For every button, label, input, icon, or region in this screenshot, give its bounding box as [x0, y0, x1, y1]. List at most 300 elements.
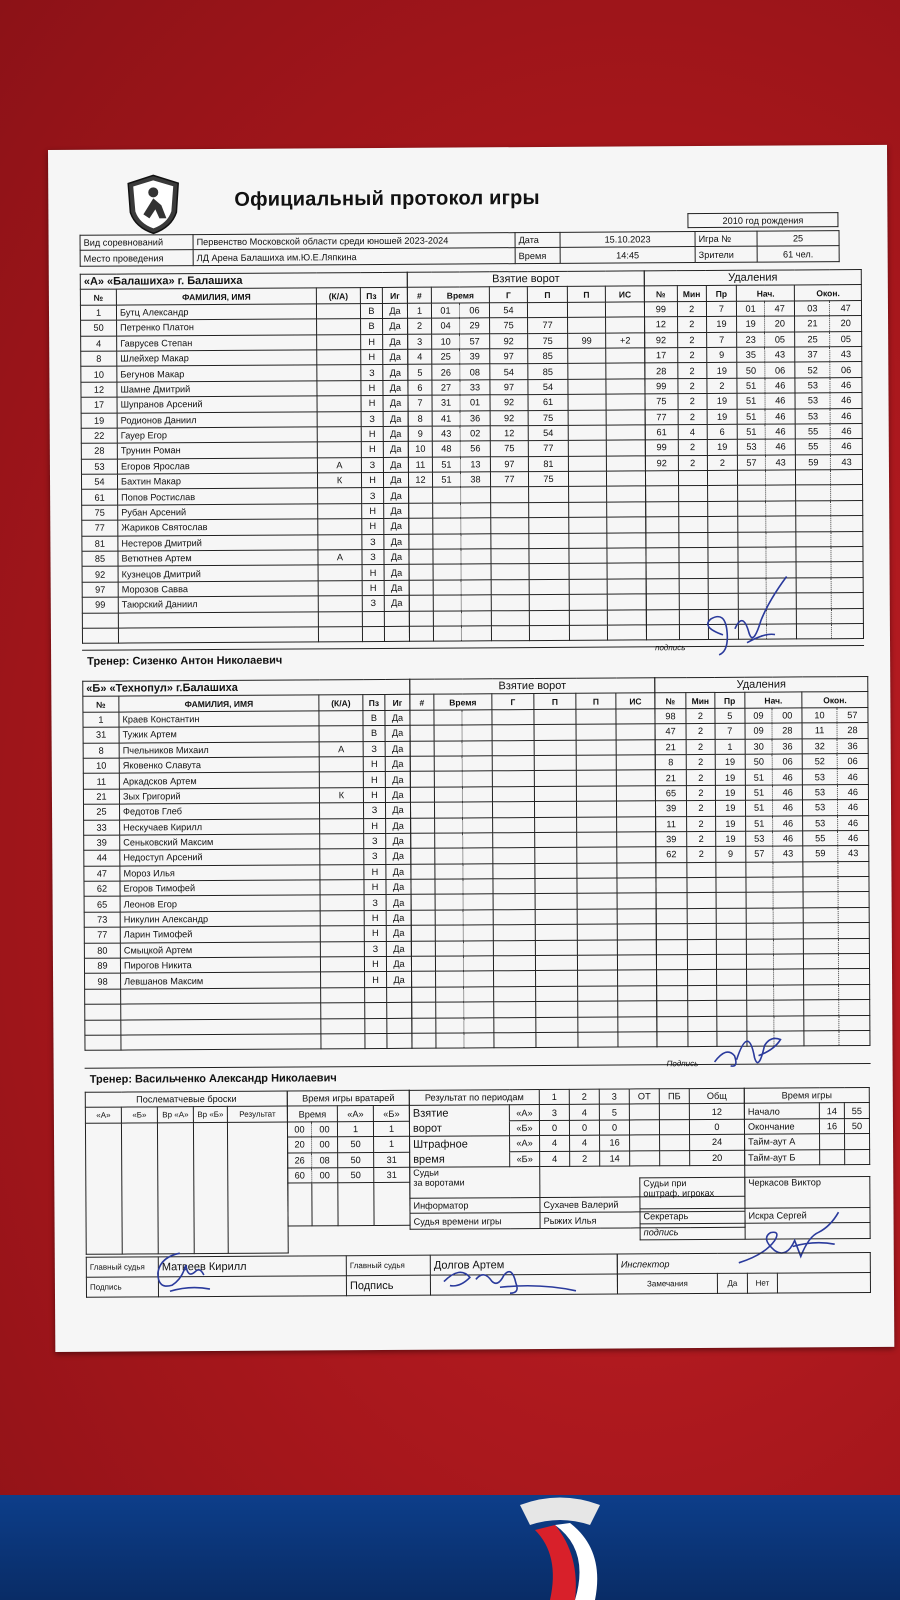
- penalty-start-min: [746, 923, 774, 939]
- team-b-penalties: [654, 676, 870, 1048]
- goal-minute: 10: [432, 334, 460, 350]
- player-name: Егоров Тимофей: [120, 880, 320, 897]
- penalty-code: 19: [706, 316, 736, 332]
- penalty-player: [646, 548, 679, 564]
- player-name: [118, 611, 318, 628]
- time-value: 14:45: [560, 247, 695, 263]
- penalty-player: [646, 578, 679, 594]
- penalty-minutes: 2: [677, 301, 706, 317]
- goal-situation: [607, 563, 646, 579]
- penalty-row: [645, 423, 862, 440]
- player-number: 77: [84, 927, 120, 943]
- player-position: [362, 626, 384, 642]
- player-captain: [320, 926, 364, 942]
- goal-minute: 51: [432, 472, 460, 488]
- goal-second: 36: [460, 410, 490, 426]
- timeout-b-label: Тайм-аут Б: [745, 1149, 820, 1165]
- penalty-player: [646, 594, 679, 610]
- goal-minute: [435, 817, 463, 833]
- penalty-start-sec: [766, 547, 796, 563]
- player-captain: [321, 1018, 365, 1034]
- player-number: 47: [84, 866, 120, 882]
- player-name: Жариков Святослав: [118, 519, 318, 536]
- penalties-title: Удаления: [644, 270, 861, 287]
- player-number: [85, 1020, 121, 1036]
- start-label: Начало: [744, 1103, 819, 1119]
- penalty-end-sec: [831, 531, 863, 547]
- team-b-title: «Б» «Технопул» г.Балашиха: [83, 679, 410, 696]
- penalty-start-min: [746, 954, 774, 970]
- pen-col-end: Окон.: [802, 692, 868, 708]
- goal-assist-2: [576, 786, 616, 802]
- penalty-row: [646, 593, 863, 610]
- player-played: Да: [383, 349, 408, 365]
- goal-assist-1: 54: [528, 379, 568, 395]
- player-name: Пирогов Никита: [120, 957, 320, 974]
- goal-scorer: [493, 817, 535, 833]
- player-number: [82, 628, 118, 644]
- period-value: [630, 1150, 660, 1166]
- player-name: Кузнецов Дмитрий: [118, 565, 318, 582]
- goal-row: [409, 563, 646, 580]
- goal-row: [408, 425, 645, 442]
- secretary-name: Искра Сергей: [745, 1207, 870, 1223]
- goal-assist-1: 85: [528, 348, 568, 364]
- penalty-code: [716, 893, 746, 909]
- remarks-no: Нет: [747, 1273, 777, 1293]
- penalty-start-sec: 43: [765, 455, 795, 471]
- player-name: Краев Константин: [119, 711, 319, 728]
- period-value: [659, 1104, 689, 1120]
- shootout-table: [85, 1091, 289, 1255]
- player-position: [365, 1018, 387, 1034]
- penalty-end-sec: [839, 1000, 870, 1016]
- goal-number: 1: [407, 303, 431, 319]
- goal-assist-1: 54: [528, 425, 568, 441]
- player-captain: [317, 426, 361, 442]
- goal-second: [463, 910, 493, 926]
- player-captain: [319, 772, 363, 788]
- penalty-end-sec: 46: [830, 408, 862, 424]
- penalty-code: [716, 970, 746, 986]
- period-row-label: ворот: [409, 1120, 509, 1136]
- penalty-start-min: [738, 609, 766, 625]
- goalie-a: 50: [338, 1167, 374, 1183]
- player-played: Да: [386, 926, 411, 942]
- player-captain: [318, 611, 362, 627]
- goal-assist-2: [576, 724, 616, 740]
- penalty-end-sec: [832, 577, 864, 593]
- goal-assist-2: 99: [568, 333, 606, 349]
- goalie-b: 31: [374, 1152, 410, 1168]
- period-value: 12: [689, 1104, 744, 1120]
- end-label: Окончание: [744, 1119, 819, 1135]
- goal-assist-1: [529, 625, 569, 641]
- divider: [85, 1063, 871, 1069]
- goal-situation: [617, 832, 656, 848]
- player-number: 8: [81, 351, 117, 367]
- penalty-start-sec: 46: [765, 393, 795, 409]
- penalty-minutes: 2: [678, 455, 707, 471]
- player-captain: [320, 957, 364, 973]
- goal-assist-1: [534, 740, 576, 756]
- player-position: Н: [361, 334, 383, 350]
- goal-assist-1: [534, 724, 576, 740]
- game-label: Игра №: [695, 231, 757, 247]
- player-number: 28: [81, 443, 117, 459]
- penalty-end-min: [804, 1000, 839, 1016]
- player-number: 17: [81, 397, 117, 413]
- penalty-start-sec: 46: [773, 831, 803, 847]
- penalty-end-sec: 46: [837, 830, 868, 846]
- penalty-row: [657, 984, 870, 1001]
- goal-second: [464, 1002, 494, 1018]
- goal-situation: [607, 548, 646, 564]
- shootout-col-gk-b: Вр «Б»: [193, 1107, 227, 1123]
- player-number: 33: [84, 820, 120, 836]
- penalty-end-sec: [831, 547, 863, 563]
- player-captain: [317, 334, 361, 350]
- penalty-start-min: [738, 593, 766, 609]
- divider: [82, 645, 864, 651]
- goal-number: 8: [408, 411, 432, 427]
- player-played: Да: [386, 864, 411, 880]
- goalie-col-a: «А»: [337, 1106, 373, 1122]
- player-position: В: [363, 710, 385, 726]
- player-position: Н: [362, 503, 384, 519]
- goal-assist-1: [534, 709, 576, 725]
- goal-assist-2: [578, 1032, 618, 1048]
- period-team: «Б»: [510, 1151, 540, 1167]
- penalty-end-sec: [831, 562, 863, 578]
- penalty-row: [645, 346, 862, 363]
- goal-assist-2: [568, 456, 606, 472]
- goal-second: [461, 533, 491, 549]
- goal-number: [412, 1033, 436, 1049]
- goal-assist-1: [529, 610, 569, 626]
- goal-scorer: [493, 940, 535, 956]
- player-position: Н: [364, 818, 386, 834]
- penalty-code: [708, 578, 738, 594]
- penalty-end-min: [804, 938, 839, 954]
- period-value: 20: [690, 1150, 745, 1166]
- penalty-row: [655, 707, 868, 724]
- penalty-start-sec: [774, 1031, 804, 1047]
- player-name: Морозов Савва: [118, 581, 318, 598]
- penalty-row: [655, 753, 868, 770]
- penalty-code: [707, 470, 737, 486]
- penalty-row: [656, 938, 869, 955]
- goalie-time-table: [287, 1090, 411, 1227]
- goal-situation: [618, 986, 657, 1002]
- penalty-code: [716, 985, 746, 1001]
- penalty-start-sec: [766, 516, 796, 532]
- goal-number: [411, 833, 435, 849]
- goal-scorer: [491, 487, 529, 503]
- player-number: 75: [82, 505, 118, 521]
- penalty-minutes: [678, 501, 707, 517]
- pen-col-start: Нач.: [745, 692, 803, 708]
- goal-second: 57: [460, 333, 490, 349]
- penalty-row: [655, 769, 868, 786]
- player-name: Родионов Даниил: [117, 411, 317, 428]
- goal-assist-2: [577, 832, 617, 848]
- goal-second: [462, 756, 492, 772]
- goal-scorer: [494, 1017, 536, 1033]
- goal-scorer: [492, 755, 534, 771]
- goal-col-assist1: П: [534, 694, 576, 710]
- penalty-start-sec: 43: [765, 347, 795, 363]
- informer-name: Сухачев Валерий: [540, 1196, 745, 1213]
- player-number: 61: [82, 490, 118, 506]
- goal-minute: 26: [432, 364, 460, 380]
- player-captain: [318, 503, 362, 519]
- penalty-end-sec: [838, 861, 869, 877]
- player-played: Да: [384, 534, 409, 550]
- chief-referee-name: Матвеев Кирилл: [158, 1256, 346, 1277]
- goal-number: [411, 848, 435, 864]
- goal-assist-2: [569, 487, 607, 503]
- penalty-code: 19: [707, 393, 737, 409]
- penalty-start-sec: 46: [765, 439, 795, 455]
- goal-second: [463, 956, 493, 972]
- player-captain: [317, 350, 361, 366]
- goal-col-assist2: П: [576, 693, 616, 709]
- team-b-goals: [409, 677, 657, 1049]
- goal-second: 06: [459, 303, 489, 319]
- player-position: З: [363, 741, 385, 757]
- penalty-row: [644, 300, 861, 317]
- col-name: ФАМИЛИЯ, ИМЯ: [116, 288, 316, 305]
- goal-row: [411, 878, 656, 895]
- penalty-end-sec: 06: [830, 362, 862, 378]
- penalty-player: 28: [645, 363, 678, 379]
- penalty-end-min: 53: [803, 815, 838, 831]
- penalty-player: [645, 471, 678, 487]
- goal-assist-1: [529, 502, 569, 518]
- penalty-end-min: [796, 516, 831, 532]
- player-position: З: [363, 803, 385, 819]
- player-position: Н: [362, 565, 384, 581]
- penalty-minutes: [688, 970, 717, 986]
- goal-assist-1: [535, 925, 577, 941]
- penalty-end-min: [804, 1015, 839, 1031]
- goal-row: [409, 486, 646, 503]
- start-minute: 55: [844, 1103, 869, 1119]
- penalty-player: 21: [655, 770, 686, 786]
- penalty-player: [656, 862, 687, 878]
- player-played: Да: [386, 833, 411, 849]
- goal-minute: [434, 725, 462, 741]
- player-played: Да: [385, 741, 410, 757]
- penalty-player: [646, 609, 679, 625]
- penalty-end-min: 53: [795, 393, 830, 409]
- team-a-penalties: [644, 269, 864, 641]
- goal-situation: [617, 909, 656, 925]
- goal-row: [409, 579, 646, 596]
- penalty-end-min: [796, 501, 831, 517]
- penalty-end-sec: [831, 485, 863, 501]
- goal-assist-2: [578, 1001, 618, 1017]
- player-captain: [320, 833, 364, 849]
- goal-second: [462, 787, 492, 803]
- period-value: [629, 1104, 659, 1120]
- penalty-start-min: 09: [745, 723, 773, 739]
- goal-assist-2: [577, 955, 617, 971]
- goal-minute: [435, 864, 463, 880]
- penalty-minutes: [687, 893, 716, 909]
- penalty-end-min: 37: [795, 347, 830, 363]
- goal-row: [409, 625, 646, 642]
- player-name: Смыцкой Артем: [120, 941, 320, 958]
- player-played: Да: [384, 596, 409, 612]
- pen-col-min: Мин: [686, 693, 715, 709]
- goal-scorer: [492, 725, 534, 741]
- goal-minute: 01: [431, 303, 459, 319]
- penalty-end-min: [796, 470, 831, 486]
- penalty-code: [708, 593, 738, 609]
- period-team: «А»: [510, 1136, 540, 1152]
- goal-number: [410, 787, 434, 803]
- player-number: 4: [81, 336, 117, 352]
- player-number: 77: [82, 520, 118, 536]
- goal-minute: [433, 580, 461, 596]
- player-position: Н: [361, 426, 383, 442]
- player-captain: [321, 972, 365, 988]
- player-name: Пчельников Михаил: [119, 741, 319, 758]
- goal-number: [409, 549, 433, 565]
- goal-scorer: 97: [490, 456, 528, 472]
- goal-row: [412, 970, 657, 987]
- pen-col-code: Пр: [715, 693, 745, 709]
- goal-second: 33: [460, 380, 490, 396]
- player-position: З: [362, 534, 384, 550]
- goal-second: [461, 487, 491, 503]
- penalty-row: [646, 608, 863, 625]
- goal-situation: [606, 440, 645, 456]
- goal-number: 10: [408, 441, 432, 457]
- player-position: Н: [361, 380, 383, 396]
- goal-scorer: [491, 595, 529, 611]
- goalie-time-row: [288, 1152, 410, 1168]
- player-name: Тужик Артем: [119, 726, 319, 743]
- goal-number: 6: [408, 380, 432, 396]
- player-position: З: [361, 411, 383, 427]
- pen-judges-label: Судьи при оштраф. игроках: [640, 1177, 745, 1209]
- penalty-end-min: [803, 877, 838, 893]
- penalty-player: [657, 970, 688, 986]
- penalty-end-min: [797, 593, 832, 609]
- period-value: 0: [569, 1120, 599, 1136]
- penalty-minutes: [687, 954, 716, 970]
- penalty-minutes: [678, 517, 707, 533]
- goal-situation: +2: [606, 332, 645, 348]
- chief-referee-2-label: Главный судья: [346, 1255, 430, 1276]
- goal-assist-2: [567, 302, 605, 318]
- penalty-minutes: 2: [678, 394, 707, 410]
- penalty-code: [708, 547, 738, 563]
- goal-situation: [606, 363, 645, 379]
- player-played: Да: [383, 334, 408, 350]
- goal-second: [462, 740, 492, 756]
- player-number: 89: [84, 958, 120, 974]
- goal-minute: [436, 987, 464, 1003]
- player-position: В: [361, 319, 383, 335]
- goal-row: [409, 548, 646, 565]
- penalty-minutes: 2: [687, 801, 716, 817]
- player-position: Н: [361, 349, 383, 365]
- penalty-end-min: [796, 562, 831, 578]
- player-row: [85, 1033, 412, 1050]
- goal-minute: [435, 848, 463, 864]
- penalty-code: 7: [706, 301, 736, 317]
- penalty-minutes: 2: [686, 739, 715, 755]
- goal-situation: [617, 924, 656, 940]
- remarks-label: Замечания: [617, 1273, 717, 1294]
- goal-situation: [606, 379, 645, 395]
- penalty-code: 2: [707, 455, 737, 471]
- period-value: 16: [600, 1135, 630, 1151]
- penalty-player: 65: [655, 785, 686, 801]
- goal-scorer: [494, 1002, 536, 1018]
- player-position: З: [364, 941, 386, 957]
- penalty-code: [708, 517, 738, 533]
- penalty-start-sec: [766, 578, 796, 594]
- penalty-start-min: 51: [737, 378, 765, 394]
- player-name: Бегунов Макар: [117, 365, 317, 382]
- officials-table: [639, 1176, 870, 1240]
- penalty-start-sec: 05: [765, 332, 795, 348]
- penalty-start-sec: [774, 954, 804, 970]
- period-value: 0: [689, 1119, 744, 1135]
- player-played: Да: [385, 710, 410, 726]
- goal-assist-1: 85: [528, 364, 568, 380]
- goal-assist-2: [578, 986, 618, 1002]
- player-played: Да: [386, 849, 411, 865]
- penalty-start-sec: [774, 985, 804, 1001]
- competition-label: Вид соревнований: [80, 235, 193, 251]
- penalty-end-sec: [838, 984, 869, 1000]
- goal-scorer: [491, 502, 529, 518]
- player-captain: [320, 849, 364, 865]
- period-value: [660, 1135, 690, 1151]
- goal-situation: [607, 486, 646, 502]
- goal-scorer: [491, 579, 529, 595]
- goal-row: [408, 317, 645, 334]
- goal-assist-2: [569, 517, 607, 533]
- shootout-title: Послематчевые броски: [85, 1091, 287, 1108]
- goal-scorer: [493, 956, 535, 972]
- emblem-icon: [480, 1495, 640, 1600]
- penalty-minutes: [688, 985, 717, 1001]
- goal-row: [408, 394, 645, 411]
- goal-row: [410, 770, 655, 787]
- goal-scorer: [494, 1033, 536, 1049]
- goal-assist-1: [535, 832, 577, 848]
- goal-situation: [617, 878, 656, 894]
- col-no: №: [83, 696, 119, 712]
- goal-assist-2: [568, 363, 606, 379]
- informer-label: Информатор: [410, 1197, 540, 1213]
- penalty-end-sec: 43: [838, 846, 869, 862]
- penalty-end-min: 55: [796, 439, 831, 455]
- team-a-coach: Тренер: Сизенко Антон Николаевич: [87, 654, 283, 668]
- penalty-code: [716, 939, 746, 955]
- goal-col-situation: ИС: [605, 286, 644, 302]
- goal-second: [461, 610, 491, 626]
- goalie-second: 00: [312, 1168, 338, 1184]
- goal-assist-1: 77: [528, 318, 568, 334]
